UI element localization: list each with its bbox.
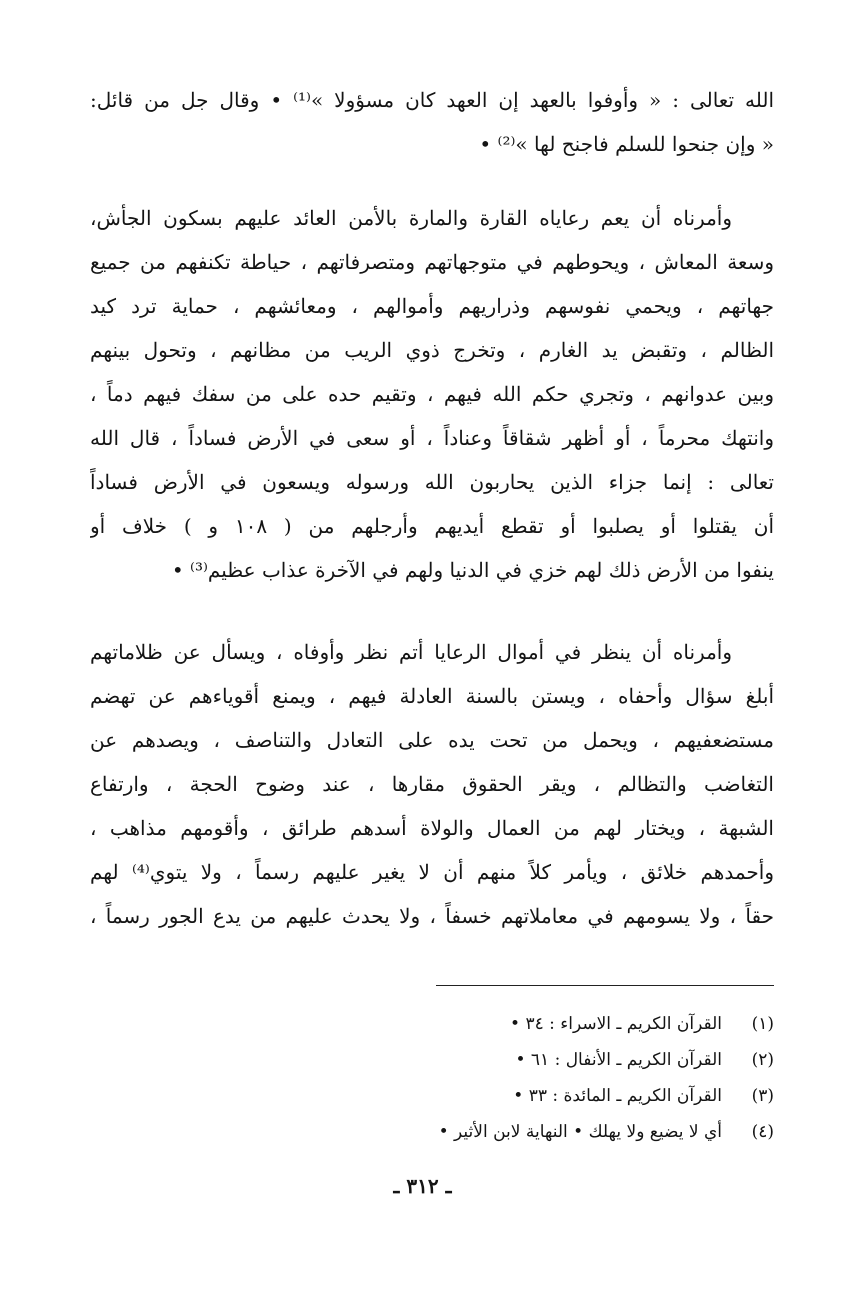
text-line: جهاتهم ، ويحمي نفوسهم وذراريهم وأموالهم ، ومعائشهم ، حماية ترد كيد (90, 294, 774, 318)
page-number: ـ ٣١٢ ـ (393, 1174, 452, 1198)
text-line: حقاً ، ولا يسومهم في معاملاتهم خسفاً ، ولا يحدث عليهم من يدع الجور رسماً ، (90, 904, 774, 928)
text-line: وأحمدهم خلائق ، ويأمر كلاً منهم أن لا يغير عليهم رسماً ، ولا يتوي⁽⁴⁾ لهم (90, 860, 774, 884)
text-line: التغاضب والتظالم ، ويقر الحقوق مقارها ، عند وضوح الحجة ، وارتفاع (90, 772, 774, 796)
footnote-number: (٤) (751, 1122, 774, 1142)
footnote-item (300, 1078, 774, 1114)
intro-text (90, 78, 774, 166)
text-line: « وإن جنحوا للسلم فاجنح لها »⁽²⁾ • (479, 132, 774, 156)
paragraph-finances (90, 630, 774, 938)
footnote-text: القرآن الكريم ـ الأنفال : ٦١ • (515, 1050, 722, 1070)
footnote-number: (١) (751, 1014, 774, 1034)
text-line: وبين عدوانهم ، وتجري حكم الله فيهم ، وتقيم حده على من سفك فيهم دماً ، (90, 382, 774, 406)
text-line: وسعة المعاش ، ويحوطهم في متوجهاتهم ومتصرفاتهم ، حياطة تكنفهم من جميع (90, 250, 774, 274)
text-line: تعالى : إنما جزاء الذين يحاربون الله ورسوله ويسعون في الأرض فساداً (90, 470, 774, 494)
footnote-text: القرآن الكريم ـ الاسراء : ٣٤ • (510, 1014, 722, 1034)
text-line: وأمرناه أن ينظر في أموال الرعايا أتم نظر وأوفاه ، ويسأل عن ظلاماتهم (90, 640, 732, 664)
text-line: الله تعالى : « وأوفوا بالعهد إن العهد كان مسؤولا »⁽¹⁾ • وقال جل من قائل: (90, 88, 774, 112)
text-line: أبلغ سؤال وأحفاه ، ويستن بالسنة العادلة فيهم ، ويمنع أقوياءهم عن تهضم (90, 684, 774, 708)
footnote-text: أي لا يضيع ولا يهلك • النهاية لابن الأثير • (438, 1122, 722, 1142)
text-line: وأمرناه أن يعم رعاياه القارة والمارة بالأمن العائد عليهم بسكون الجأش، (90, 206, 732, 230)
text-line: وانتهك محرماً ، أو أظهر شقاقاً وعناداً ، أو سعى في الأرض فساداً ، قال الله (90, 426, 774, 450)
footnote-text: القرآن الكريم ـ المائدة : ٣٣ • (513, 1086, 722, 1106)
text-line: الشبهة ، ويختار لهم من العمال والولاة أسدهم طرائق ، وأقومهم مذاهب ، (90, 816, 774, 840)
footnote-item (300, 1042, 774, 1078)
footnote-divider (436, 985, 774, 986)
text-line: مستضعفيهم ، ويحمل من تحت يده على التعادل والتناصف ، ويصدهم عن (90, 728, 774, 752)
footnote-number: (٣) (751, 1086, 774, 1106)
paragraph-security (90, 196, 774, 592)
text-line: أن يقتلوا أو يصلبوا أو تقطع أيديهم وأرجلهم من ( ١٠٨ و ) خلاف أو (90, 514, 774, 538)
footnote-item (300, 1006, 774, 1042)
text-line: ينفوا من الأرض ذلك لهم خزي في الدنيا ولهم في الآخرة عذاب عظيم⁽³⁾ • (171, 558, 774, 582)
footnote-number: (٢) (751, 1050, 774, 1070)
footnotes (300, 1006, 774, 1150)
text-line: الظالم ، وتقبض يد الغارم ، وتخرج ذوي الريب من مظانهم ، وتحول بينهم (90, 338, 774, 362)
footnote-item (300, 1114, 774, 1150)
